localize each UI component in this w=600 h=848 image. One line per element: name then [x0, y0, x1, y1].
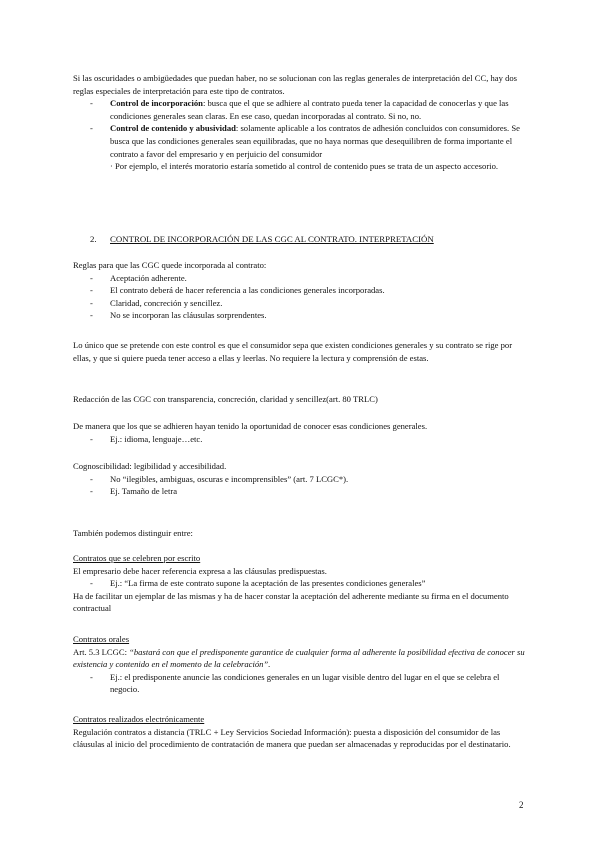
reglas-intro: Reglas para que las CGC quede incorporada al contrato: [73, 260, 267, 270]
orales-ref: Art. 5.3 LCGC: [73, 646, 130, 657]
orales-paragraph [73, 646, 525, 671]
intro-paragraph: Si las oscuridades o ambigüedades que puedan haber, no se solucionan con las reglas generales de interpretación del CC, hay dos reglas especiales de interpretación para este tipo de contratos. [73, 73, 518, 96]
list-item: - Ej.: el predisponente anuncie las condiciones generales en un lugar visible dentro del lugar en el que se celebra el negocio. [90, 671, 500, 695]
list-item: - No se incorporan las cláusulas sorprendentes. [90, 310, 267, 321]
manera-block [73, 420, 525, 445]
rule-incorporacion-text: : busca que el que se adhiere al contrato pueda tener la capacidad de conocerlas y que las condiciones generales sean claras. En ese caso, quedan incorporadas al contrato. Si no, no. [110, 98, 509, 121]
cognoscibilidad-paragraph: Cognoscibilidad: legibilidad y accesibilidad. [73, 461, 227, 471]
electronicos-block [73, 713, 525, 751]
escrito-title: Contratos que se celebren por escrito [73, 553, 201, 563]
section-number: 2. [90, 234, 97, 244]
list-item: - El contrato deberá de hacer referencia a las condiciones generales incorporadas. [90, 285, 385, 296]
list-item: - Ej. Tamaño de letra [90, 486, 178, 497]
bullet-dash: - [90, 98, 93, 109]
rule-contenido-example: · Por ejemplo, el interés moratorio estaría sometido al control de contenido pues se trata de un aspecto accesorio. [110, 161, 499, 172]
orales-title: Contratos orales [73, 634, 130, 644]
page-number: 2 [519, 800, 524, 810]
rule-incorporacion-title: Control de incorporación [110, 98, 203, 109]
tambien-block [73, 527, 525, 540]
tambien-paragraph: También podemos distinguir entre: [73, 528, 193, 538]
list-item: - Claridad, concreción y sencillez. [90, 297, 223, 308]
rule-incorporacion [73, 97, 525, 122]
section-heading [73, 233, 525, 246]
list-item: - No “ilegibles, ambiguas, oscuras e incomprensibles” (art. 7 LCGC*). [90, 473, 349, 484]
unico-paragraph: Lo único que se pretende con este control es que el consumidor sepa que existen condiciones generales y su contrato se rige por ellas, y que si quiere pueda tener acceso a ellas y leerlas. No requiere la lectura y comprensión de estas. [73, 340, 513, 363]
orales-quote: “bastará con que el predisponente garantice de cualquier forma al adherente la posibilidad efectiva de conocer su existencia y contenido en el momento de la celebración”. [73, 646, 525, 670]
list-item: - Aceptación adherente. [90, 272, 187, 283]
list-item: - Ej.: idioma, lenguaje…etc. [90, 433, 203, 444]
intro-block [73, 72, 525, 173]
escrito-after: Ha de facilitar un ejemplar de las mismas y ha de hacer constar la aceptación del adherente mediante su firma en el documento contractual [73, 590, 509, 614]
rule-contenido-title: Control de contenido y abusividad [110, 123, 236, 134]
manera-paragraph: De manera que los que se adhieren hayan tenido la oportunidad de conocer esas condiciones generales. [73, 421, 428, 431]
section-title: CONTROL DE INCORPORACIÓN DE LAS CGC AL CONTRATO. INTERPRETACIÓN [110, 234, 434, 244]
reglas-block [73, 259, 525, 322]
escrito-block [73, 552, 525, 615]
bullet-dash: - [90, 123, 93, 134]
cognoscibilidad-block [73, 460, 525, 498]
rule-contenido [73, 122, 525, 160]
orales-block [73, 633, 525, 696]
redaccion-paragraph: Redacción de las CGC con transparencia, concreción, claridad y sencillez(art. 80 TRLC) [73, 394, 378, 404]
electronicos-paragraph: Regulación contratos a distancia (TRLC + Ley Servicios Sociedad Información): puesta a disposición del consumidor de las cláusulas al inicio del procedimiento de contratación de manera que puedan ser almacenadas y reproducidas por el destinatario. [73, 726, 511, 750]
escrito-text: El empresario debe hacer referencia expresa a las cláusulas predispuestas. [73, 565, 327, 576]
list-item: - Ej.: “La firma de este contrato supone la aceptación de las presentes condiciones generales” [90, 578, 426, 589]
rule-contenido-text: : solamente aplicable a los contratos de adhesión concluidos con consumidores. Se busca que las condiciones generales sean equilibradas, que no haya normas que desequilibren de forma importante el contrato a favor del empresario y en perjuicio del consumidor [110, 123, 520, 159]
redaccion-block [73, 393, 525, 406]
electronicos-title: Contratos realizados electrónicamente [73, 714, 205, 724]
unico-block [73, 339, 525, 364]
